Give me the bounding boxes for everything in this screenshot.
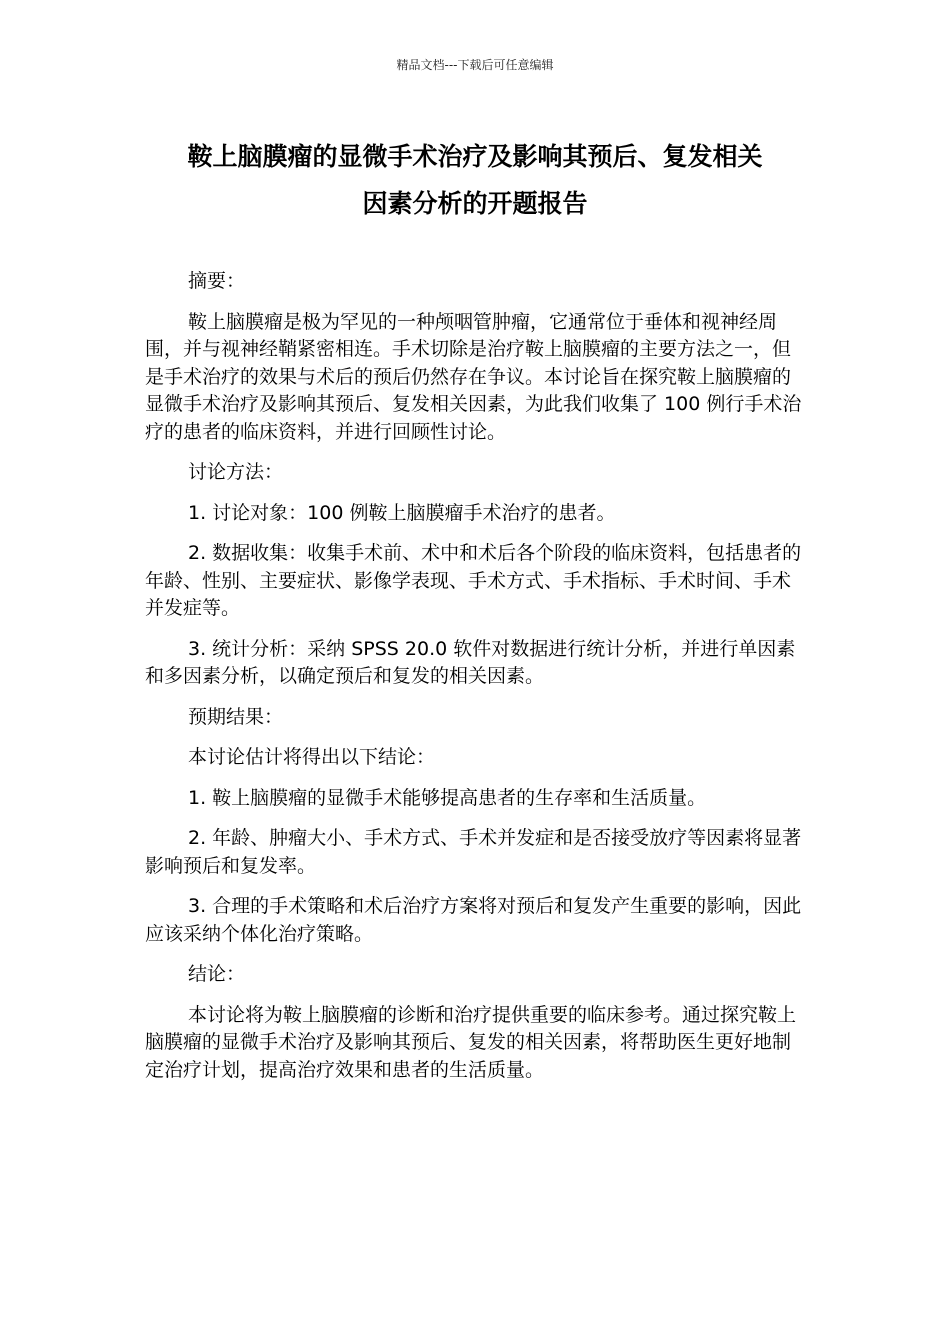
- methods-item-3: 3. 统计分析：采纳 SPSS 20.0 软件对数据进行统计分析，并进行单因素和多因素分析，以确定预后和复发的相关因素。: [145, 637, 796, 687]
- methods-item-1: 1. 讨论对象：100 例鞍上脑膜瘤手术治疗的患者。: [188, 501, 616, 524]
- document-title: [140, 133, 810, 227]
- abstract-paragraph: 鞍上脑膜瘤是极为罕见的一种颅咽管肿瘤，它通常位于垂体和视神经周围，并与视神经鞘紧密相连。手术切除是治疗鞍上脑膜瘤的主要方法之一，但是手术治疗的效果与术后的预后仍然存在争议。本讨论旨在探究鞍上脑膜瘤的显微手术治疗及影响其预后、复发相关因素，为此我们收集了 100 例行手术治疗的患者的临床资料，并进行回顾性讨论。: [145, 310, 802, 443]
- methods-heading: 讨论方法：: [188, 461, 284, 483]
- document-body: [145, 268, 808, 1097]
- expected-results-item-3: 3. 合理的手术策略和术后治疗方案将对预后和复发产生重要的影响，因此应该采纳个体化治疗策略。: [145, 895, 802, 945]
- title-line-1: 鞍上脑膜瘤的显微手术治疗及影响其预后、复发相关: [187, 142, 763, 171]
- methods-item-2: 2. 数据收集：收集手术前、术中和术后各个阶段的临床资料，包括患者的年龄、性别、主要症状、影像学表现、手术方式、手术指标、手术时间、手术并发症等。: [145, 542, 802, 619]
- abstract-heading: 摘要：: [188, 270, 246, 292]
- conclusion-paragraph: 本讨论将为鞍上脑膜瘤的诊断和治疗提供重要的临床参考。通过探究鞍上脑膜瘤的显微手术治疗及影响其预后、复发的相关因素，将帮助医生更好地制定治疗计划，提高治疗效果和患者的生活质量。: [145, 1003, 797, 1081]
- expected-results-heading: 预期结果：: [188, 705, 284, 728]
- title-line-2: 因素分析的开题报告: [362, 189, 588, 218]
- expected-results-item-1: 1. 鞍上脑膜瘤的显微手术能够提高患者的生存率和生活质量。: [188, 786, 707, 809]
- expected-results-intro: 本讨论估计将得出以下结论：: [188, 746, 436, 768]
- expected-results-item-2: 2. 年龄、肿瘤大小、手术方式、手术并发症和是否接受放疗等因素将显著影响预后和复发率。: [145, 827, 802, 877]
- page-header-note: 精品文档---下载后可任意编辑: [396, 58, 554, 72]
- conclusion-heading: 结论：: [188, 963, 246, 985]
